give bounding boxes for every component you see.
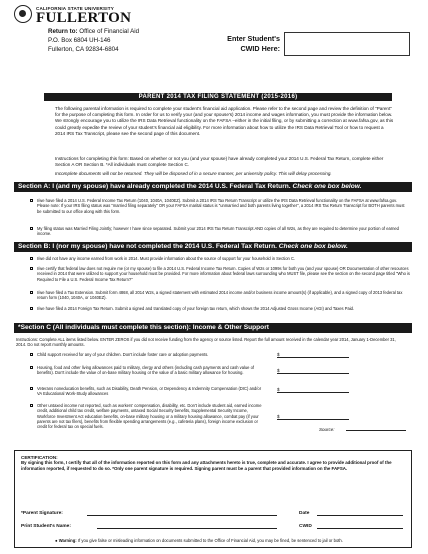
checkbox[interactable] <box>30 353 33 356</box>
checkbox[interactable] <box>30 291 33 294</box>
warning-note <box>55 538 343 543</box>
section-c-item-2: Housing, food and other living allowances paid to military, clergy and others (including cash payments and cash value of benefits). Don't include the value of on-base military housing or the value of a basic military allowance for housing. <box>30 365 265 376</box>
checkbox[interactable] <box>30 199 33 202</box>
source-label: Source: <box>319 427 335 432</box>
housing-allowance-amount[interactable]: $ <box>277 368 349 374</box>
section-a-title: Section A: I (and my spouse) have already completed the 2014 U.S. Federal Tax Return. <box>18 183 291 190</box>
section-b-header <box>14 242 412 252</box>
section-b-item-2: I/we certify that federal law does not require me (or my spouse) to file a 2014 U.S. Federal Income Tax Return. Copies of W2s or 1099s for both you (and your spouse) OR Documentation of other resources received in 2014 that were utilized to support your household must be provided. For more information about federal laws surrounding who MUST file, please see the section on the second page titled "Who is Required to File a U.S. Federal Income Tax Return?" <box>30 266 410 282</box>
cwid-label: CWID <box>299 524 312 529</box>
veterans-benefits-amount[interactable]: $ <box>277 387 349 393</box>
checkbox[interactable] <box>30 257 33 260</box>
section-c-item-3: Veterans noneducation benefits, such as Disability, Death Pension, or Dependency & Indemnity Compensation (DIC) and/or VA Educational Work-Study allowances <box>30 386 265 397</box>
section-c-instructions: Instructions: Complete ALL items listed below. ENTER ZEROS if you did not receive funding from the agency or source listed. Report the full amount received in the calendar year 2014, January 1-December 31, 2014. Do not report monthly amounts. <box>16 337 396 348</box>
parent-signature-field[interactable] <box>87 510 277 516</box>
checkbox[interactable] <box>30 387 33 390</box>
incomplete-notice: Incomplete documents will not be returned. They will be disposed of in a secure manner, per university policy. This will delay processing. <box>55 171 332 176</box>
parent-signature-label: *Parent Signature: <box>21 511 63 516</box>
section-c-title: *Section C (All individuals must complete this section): Income & Other Support <box>18 324 269 331</box>
intro-paragraph: The following parental information is required to complete your student's financial aid application. Please refer to the second page and review the definition of "Parent" for the purpose of completing this form. In order for us to verify your (and your spouse's) 2014 income and wages information, you must provide the information below. We strongly encourage you to utilize the IRS Data Retrieval functionality on the FAFSA –either in the initial filing, or by submitting a correction at www.fafsa.gov, as this could greatly expedite the review of your student's financial aid eligibility. For more information about how to utilize the IRS Data Retrieval Tool or how to request a 2014 IRS Tax Transcript, please see the second page of this document. <box>55 106 394 136</box>
instructions-paragraph: Instructions for completing this form: Based on whether or not you (and your spouse) have already completed your 2014 U.S. Federal Tax Return, complete either Section A OR Section B. *All individuals must complete Section C. <box>55 156 384 168</box>
return-label: Return to: <box>48 28 78 35</box>
cwid-label <box>218 34 280 54</box>
section-c-item-1: Child support received for any of your children. Don't include foster care or adoption payments. <box>30 352 265 357</box>
certification-text: By signing this form, I certify that all of the information reported on this form and any attachments hereto is true, complete and accurate. I agree to provide additional proof of the information reported, if requested to do so. *Only one parent signature is required. Signing parent must be a parent that provided information on the FAFSA. <box>21 460 392 471</box>
section-c-item-4: Other untaxed income not reported, such as workers' compensation, disability, etc. Don't include student aid, earned income credit, additional child tax credit, welfare payments, untaxed Social Security benefits, Supplemental Security Income, Workforce Investment Act education benefits, on-base military housing or a military housing allowance, combat pay (if your parents are not tax filers), benefits from flexible spending arrangements (e.g., cafeteria plans), foreign income exclusion or credit for federal tax on special fuels. <box>30 403 265 429</box>
return-office: Office of Financial Aid <box>79 28 140 35</box>
certification-box <box>14 450 412 548</box>
section-a-header <box>14 182 412 192</box>
section-b-item-1: I/we did not have any income earned from work in 2014. Must provide information about the source of support for your household in Section C. <box>30 256 410 261</box>
logo-line1: CALIFORNIA STATE UNIVERSITY <box>36 6 115 11</box>
date-field[interactable] <box>317 510 403 516</box>
city-line: Fullerton, CA 92834-6804 <box>48 46 119 53</box>
other-untaxed-amount[interactable]: $ <box>277 414 349 420</box>
cwid-field[interactable] <box>317 523 403 529</box>
checkbox[interactable] <box>30 227 33 230</box>
cwid-input-box[interactable] <box>284 32 410 56</box>
section-b-title: Section B: I (nor my spouse) have not completed the 2014 U.S. Federal Tax Return. <box>18 243 277 250</box>
university-logo <box>14 4 214 26</box>
print-name-label: Print Student's Name: <box>21 524 71 529</box>
checkbox[interactable] <box>30 366 33 369</box>
section-c-header <box>14 323 412 333</box>
return-address <box>48 27 139 54</box>
source-input[interactable] <box>346 425 406 431</box>
university-seal-icon <box>14 5 32 23</box>
section-b-item-4: I/we have filed a 2014 Foreign Tax Return. Submit a signed and translated copy of your foreign tax return, which shows the 2014 Adjusted Gross Income (AGI) and Taxes Paid. <box>30 306 410 311</box>
section-b-check-note: Check one box below. <box>278 243 348 250</box>
bullet-icon: ● <box>55 538 58 543</box>
po-box: P.O. Box 6804 UH-146 <box>48 37 111 44</box>
section-b-item-3: I/we have filed a Tax Extension. Submit form 4868, all 2014 W2s, a signed statement with estimated 2014 income and/or business income amount(s) (if applicable), and a signed copy of 2013 federal tax return form (1040, 1040A, or 1040EZ). <box>30 290 410 301</box>
cwid-here-label: CWID Here: <box>240 44 280 53</box>
date-label: Date <box>299 511 310 516</box>
logo-line2: FULLERTON <box>36 10 132 26</box>
checkbox[interactable] <box>30 267 33 270</box>
section-a-item-2: My filing status was Married Filing Jointly; however I have since separated. Submit your 2014 IRS Tax Return Transcript AND copies of all W2s, as they are required to determine your portion of earned income. <box>30 226 410 237</box>
section-a-check-note: Check one box below. <box>292 183 362 190</box>
warning-label: Warning: <box>58 538 77 543</box>
section-a-item-1: I/we have filed a 2014 U.S. Federal Income Tax Return (1040, 1040A, 1040EZ). Submit a 2014 IRS Tax Return Transcript or utilize the IRS Data Retrieval functionality on the FAFSA at www.fafsa.gov. Please note: If your IRS filing status was "married filing separately" OR your FAFSA marital status is "unmarried and both parents living together", a 2014 IRS Tax Return Transcript for BOTH parents must be submitted to our office along with this form. <box>30 198 410 214</box>
student-name-field[interactable] <box>97 523 277 529</box>
warning-text: If you give false or misleading information on documents submitted to the Office of Financial Aid, you may be fined, be sentenced to jail or both. <box>77 538 343 543</box>
certification-heading: CERTIFICATION: <box>21 455 58 460</box>
child-support-amount[interactable]: $ <box>277 352 349 358</box>
checkbox[interactable] <box>30 307 33 310</box>
student-label: Enter Student's <box>227 34 280 43</box>
checkbox[interactable] <box>30 404 33 407</box>
form-title: PARENT 2014 TAX FILING STATEMENT (2015-2016) <box>44 93 392 101</box>
